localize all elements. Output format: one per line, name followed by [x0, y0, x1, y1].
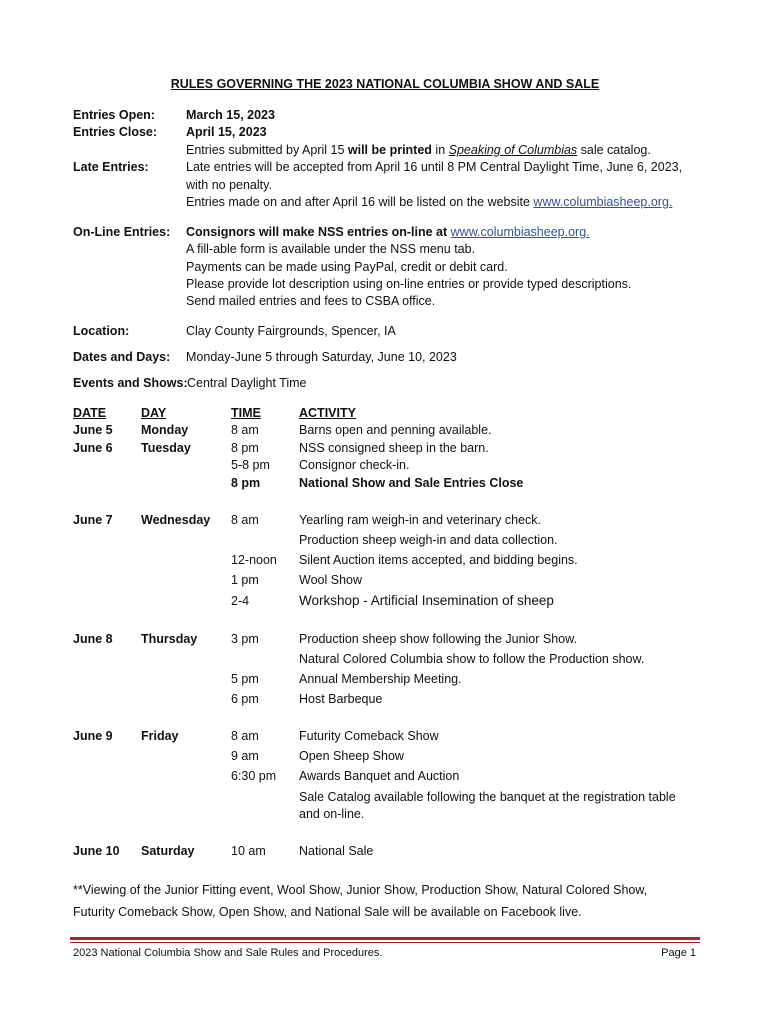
row-time: 6 pm	[231, 692, 259, 706]
row-activity: Workshop - Artificial Insemination of sheep	[299, 593, 554, 608]
row-time: 12-noon	[231, 553, 277, 567]
row-activity: Barns open and penning available.	[299, 423, 492, 437]
entries-printed-pre: Entries submitted by April 15	[186, 143, 348, 157]
row-activity: NSS consigned sheep in the barn.	[299, 441, 489, 455]
header-time: TIME	[231, 406, 261, 420]
header-activity: ACTIVITY	[299, 406, 356, 420]
row-time: 2-4	[231, 594, 250, 608]
header-date: DATE	[73, 406, 107, 420]
row-day: Wednesday	[141, 513, 211, 527]
entries-open-label: Entries Open:	[73, 108, 155, 122]
row-date: June 5	[73, 423, 113, 437]
row-activity: Consignor check-in.	[299, 458, 410, 472]
row-time: 8 am	[231, 423, 259, 437]
row-date: June 8	[73, 632, 113, 646]
row-time: 9 am	[231, 749, 259, 763]
events-value: Central Daylight Time	[187, 376, 307, 390]
dates-value: Monday-June 5 through Saturday, June 10, 2023	[186, 350, 457, 364]
row-activity: National Show and Sale Entries Close	[299, 476, 524, 490]
late-entries-line1: Late entries will be accepted from April 16 until 8 PM Central Daylight Time, June 6, 2023,	[186, 160, 683, 174]
website-link[interactable]: www.columbiasheep.org.	[533, 195, 673, 209]
row-time: 10 am	[231, 844, 266, 858]
late-entries-label: Late Entries:	[73, 160, 149, 174]
row-time: 1 pm	[231, 573, 259, 587]
entries-printed-bold: will be printed	[347, 143, 432, 157]
events-label: Events and Shows:	[73, 376, 188, 390]
online-entries-line5: Send mailed entries and fees to CSBA office.	[186, 294, 436, 308]
footer-rule-thin	[70, 942, 700, 943]
row-time: 3 pm	[231, 632, 259, 646]
row-time: 5 pm	[231, 672, 259, 686]
row-day: Saturday	[141, 844, 195, 858]
row-date: June 6	[73, 441, 113, 455]
footer-text: 2023 National Columbia Show and Sale Rules and Procedures.	[73, 947, 383, 959]
row-date: June 9	[73, 729, 113, 743]
online-entries-line3: Payments can be made using PayPal, credit or debit card.	[186, 260, 508, 274]
row-time: 8 am	[231, 729, 259, 743]
row-time: 8 am	[231, 513, 259, 527]
entries-close-value: April 15, 2023	[186, 125, 267, 139]
entries-printed-note	[186, 143, 651, 157]
online-entries-label: On-Line Entries:	[73, 225, 171, 239]
online-website-link[interactable]: www.columbiasheep.org.	[450, 225, 590, 239]
row-day: Tuesday	[141, 441, 191, 455]
page-title: RULES GOVERNING THE 2023 NATIONAL COLUMBIA SHOW AND SALE	[170, 77, 600, 91]
row-time: 8 pm	[231, 476, 261, 490]
online-entries-bold: Consignors will make NSS entries on-line at	[186, 225, 451, 239]
row-activity: Sale Catalog available following the banquet at the registration table	[299, 790, 676, 804]
row-time: 5-8 pm	[231, 458, 270, 472]
location-value: Clay County Fairgrounds, Spencer, IA	[186, 324, 396, 338]
row-day: Monday	[141, 423, 189, 437]
row-activity: Futurity Comeback Show	[299, 729, 439, 743]
row-activity: Awards Banquet and Auction	[299, 769, 460, 783]
row-date: June 10	[73, 844, 120, 858]
row-activity: Open Sheep Show	[299, 749, 404, 763]
facebook-note-line1: **Viewing of the Junior Fitting event, Wool Show, Junior Show, Production Show, Natural Colored Show,	[73, 883, 648, 897]
catalog-name: Speaking of Columbias	[448, 143, 578, 157]
late-entries-line3	[186, 195, 672, 209]
row-activity: National Sale	[299, 844, 374, 858]
row-activity: Wool Show	[299, 573, 362, 587]
row-activity: Yearling ram weigh-in and veterinary check.	[299, 513, 542, 527]
late-entries-line2: with no penalty.	[186, 178, 272, 192]
entries-open-value: March 15, 2023	[186, 108, 275, 122]
online-entries-line4: Please provide lot description using on-line entries or provide typed descriptions.	[186, 277, 632, 291]
dates-label: Dates and Days:	[73, 350, 171, 364]
footer-rule	[70, 937, 700, 940]
page-number: Page 1	[661, 947, 696, 959]
row-time: 8 pm	[231, 441, 259, 455]
row-time: 6:30 pm	[231, 769, 277, 783]
entries-printed-post: sale catalog.	[577, 143, 651, 157]
row-activity: Silent Auction items accepted, and bidding begins.	[299, 553, 578, 567]
row-activity: Natural Colored Columbia show to follow the Production show.	[299, 652, 645, 666]
late-entries-line3-text: Entries made on and after April 16 will be listed on the website	[186, 195, 534, 209]
row-activity: Annual Membership Meeting.	[299, 672, 462, 686]
facebook-note-line2: Futurity Comeback Show, Open Show, and National Sale will be available on Facebook live.	[73, 905, 582, 919]
entries-close-label: Entries Close:	[73, 125, 158, 139]
location-label: Location:	[73, 324, 130, 338]
row-activity: and on-line.	[299, 807, 365, 821]
entries-printed-mid: in	[431, 143, 449, 157]
online-entries-line1	[186, 225, 590, 239]
online-entries-line2: A fill-able form is available under the NSS menu tab.	[186, 242, 476, 256]
row-day: Friday	[141, 729, 179, 743]
row-activity: Production sheep show following the Junior Show.	[299, 632, 577, 646]
row-date: June 7	[73, 513, 113, 527]
row-activity: Production sheep weigh-in and data collection.	[299, 533, 558, 547]
row-day: Thursday	[141, 632, 198, 646]
row-activity: Host Barbeque	[299, 692, 383, 706]
header-day: DAY	[141, 406, 167, 420]
